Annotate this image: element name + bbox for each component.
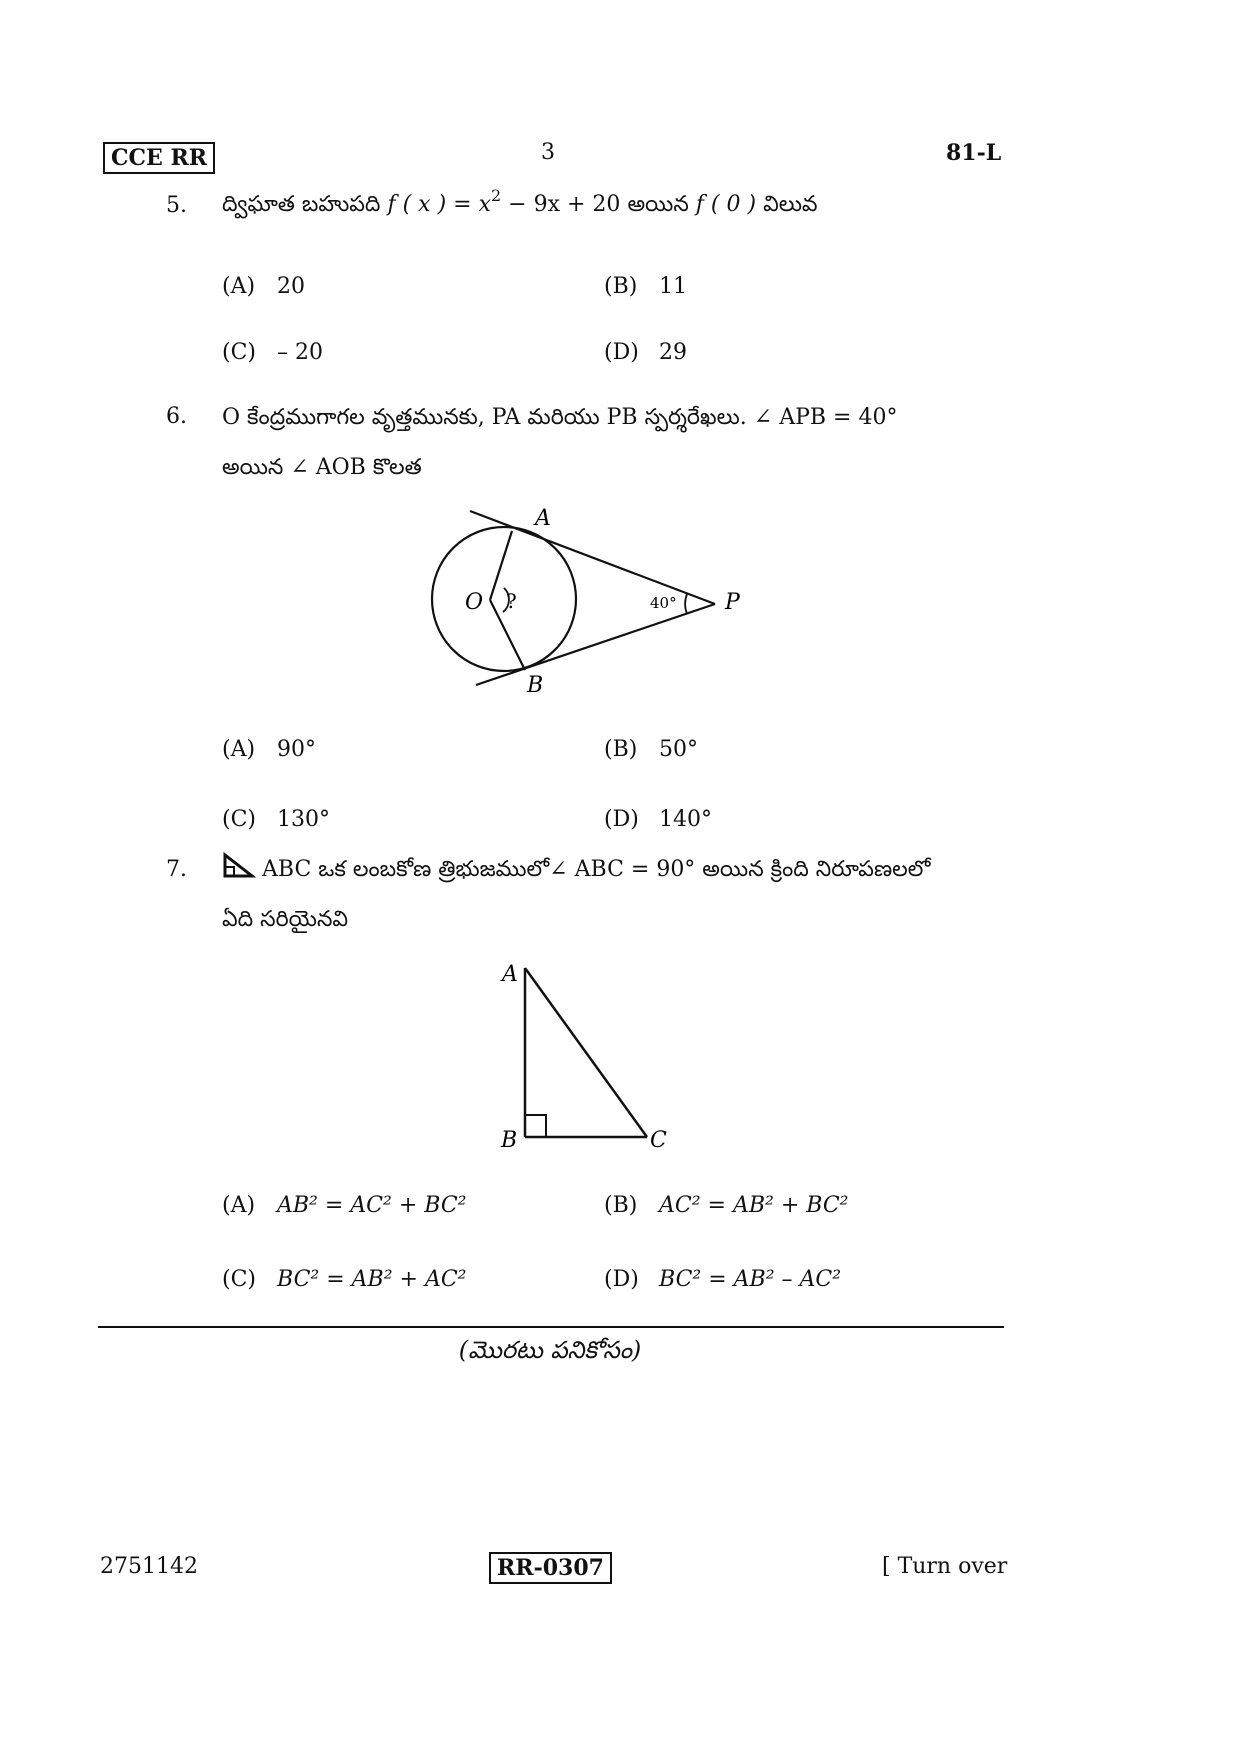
option-d[interactable] xyxy=(604,340,687,365)
page-number: 3 xyxy=(541,140,555,165)
option-value: – 20 xyxy=(277,340,323,365)
question-number: 7. xyxy=(166,857,187,882)
label-b: B xyxy=(501,1128,518,1153)
question-text-line2: అయిన ∠ AOB కొలత xyxy=(222,455,422,480)
option-label: (C) xyxy=(222,1267,256,1292)
option-a[interactable] xyxy=(222,1193,466,1218)
option-value: AB² = AC² + BC² xyxy=(277,1193,467,1218)
option-label: (D) xyxy=(604,1267,639,1292)
right-triangle-figure xyxy=(490,950,690,1160)
option-c[interactable] xyxy=(222,340,323,365)
option-value: 11 xyxy=(659,274,687,299)
label-p: P xyxy=(725,590,740,615)
option-label: (C) xyxy=(222,807,256,832)
serial-number: 2751142 xyxy=(100,1554,198,1579)
option-label: (D) xyxy=(604,340,639,365)
circle-outline xyxy=(432,527,576,671)
option-a[interactable] xyxy=(222,274,305,299)
question-number: 5. xyxy=(166,193,187,218)
q5-text-mid: అయిన xyxy=(627,192,689,217)
option-d[interactable] xyxy=(604,807,712,832)
question-text xyxy=(222,180,818,230)
label-a: A xyxy=(502,962,518,987)
label-c: C xyxy=(650,1128,667,1153)
label-b: B xyxy=(527,673,544,698)
option-label: (A) xyxy=(222,1193,256,1218)
option-value: 130° xyxy=(277,807,330,832)
option-value: BC² = AB² + AC² xyxy=(277,1267,467,1292)
question-text-line2: ఏది సరియైనవి xyxy=(222,907,349,932)
paper-code-box: CCE RR xyxy=(103,142,215,174)
question-paper-code-box: RR-0307 xyxy=(489,1552,612,1584)
option-label: (A) xyxy=(222,737,256,762)
divider-line xyxy=(98,1326,1004,1328)
option-c[interactable] xyxy=(222,1267,466,1292)
option-value: BC² = AB² – AC² xyxy=(659,1267,842,1292)
angle-p-label: 40° xyxy=(650,594,677,612)
option-d[interactable] xyxy=(604,1267,841,1292)
label-a: A xyxy=(535,506,551,531)
option-b[interactable] xyxy=(604,274,687,299)
option-value: 50° xyxy=(659,737,698,762)
subject-code: 81-L xyxy=(946,140,1002,166)
tangent-circle-figure xyxy=(400,495,780,705)
option-value: AC² = AB² + BC² xyxy=(659,1193,849,1218)
q5-text-after: విలువ xyxy=(763,192,818,217)
question-text-line1: O కేంద్రముగాగల వృత్తమునకు, PA మరియు PB స్పర్శరేఖలు. ∠ APB = 40° xyxy=(222,405,898,430)
q5-f0: f ( 0 ) xyxy=(695,192,757,217)
option-c[interactable] xyxy=(222,807,330,832)
q5-expr-rhs: − 9x + 20 xyxy=(501,192,621,217)
option-b[interactable] xyxy=(604,1193,848,1218)
option-value: 90° xyxy=(277,737,316,762)
q5-expr-lhs: f ( x ) = x xyxy=(387,192,491,217)
option-value: 140° xyxy=(659,807,712,832)
option-label: (B) xyxy=(604,1193,638,1218)
option-a[interactable] xyxy=(222,737,316,762)
side-ac xyxy=(525,968,647,1137)
option-b[interactable] xyxy=(604,737,698,762)
question-number: 6. xyxy=(166,404,187,429)
label-o: O xyxy=(464,590,483,615)
triangle-icon xyxy=(222,852,256,880)
option-value: 20 xyxy=(277,274,305,299)
question-text-line1: ABC ఒక లంబకోణ త్రిభుజములో∠ ABC = 90° అయిన క్రింది నిరూపణలలో xyxy=(262,857,931,882)
option-value: 29 xyxy=(659,340,687,365)
option-label: (B) xyxy=(604,274,638,299)
q5-exponent: 2 xyxy=(491,186,502,205)
rough-work-label: (మొరటు పనికోసం) xyxy=(458,1336,642,1364)
turn-over-note: [ Turn over xyxy=(882,1554,1008,1579)
option-label: (C) xyxy=(222,340,256,365)
right-angle-mark xyxy=(525,1115,546,1137)
q5-text-before: ద్విఘాత బహుపది xyxy=(222,192,381,217)
unknown-angle-mark: ? xyxy=(506,589,517,613)
option-label: (D) xyxy=(604,807,639,832)
option-label: (A) xyxy=(222,274,256,299)
angle-p-arc xyxy=(685,594,687,614)
option-label: (B) xyxy=(604,737,638,762)
